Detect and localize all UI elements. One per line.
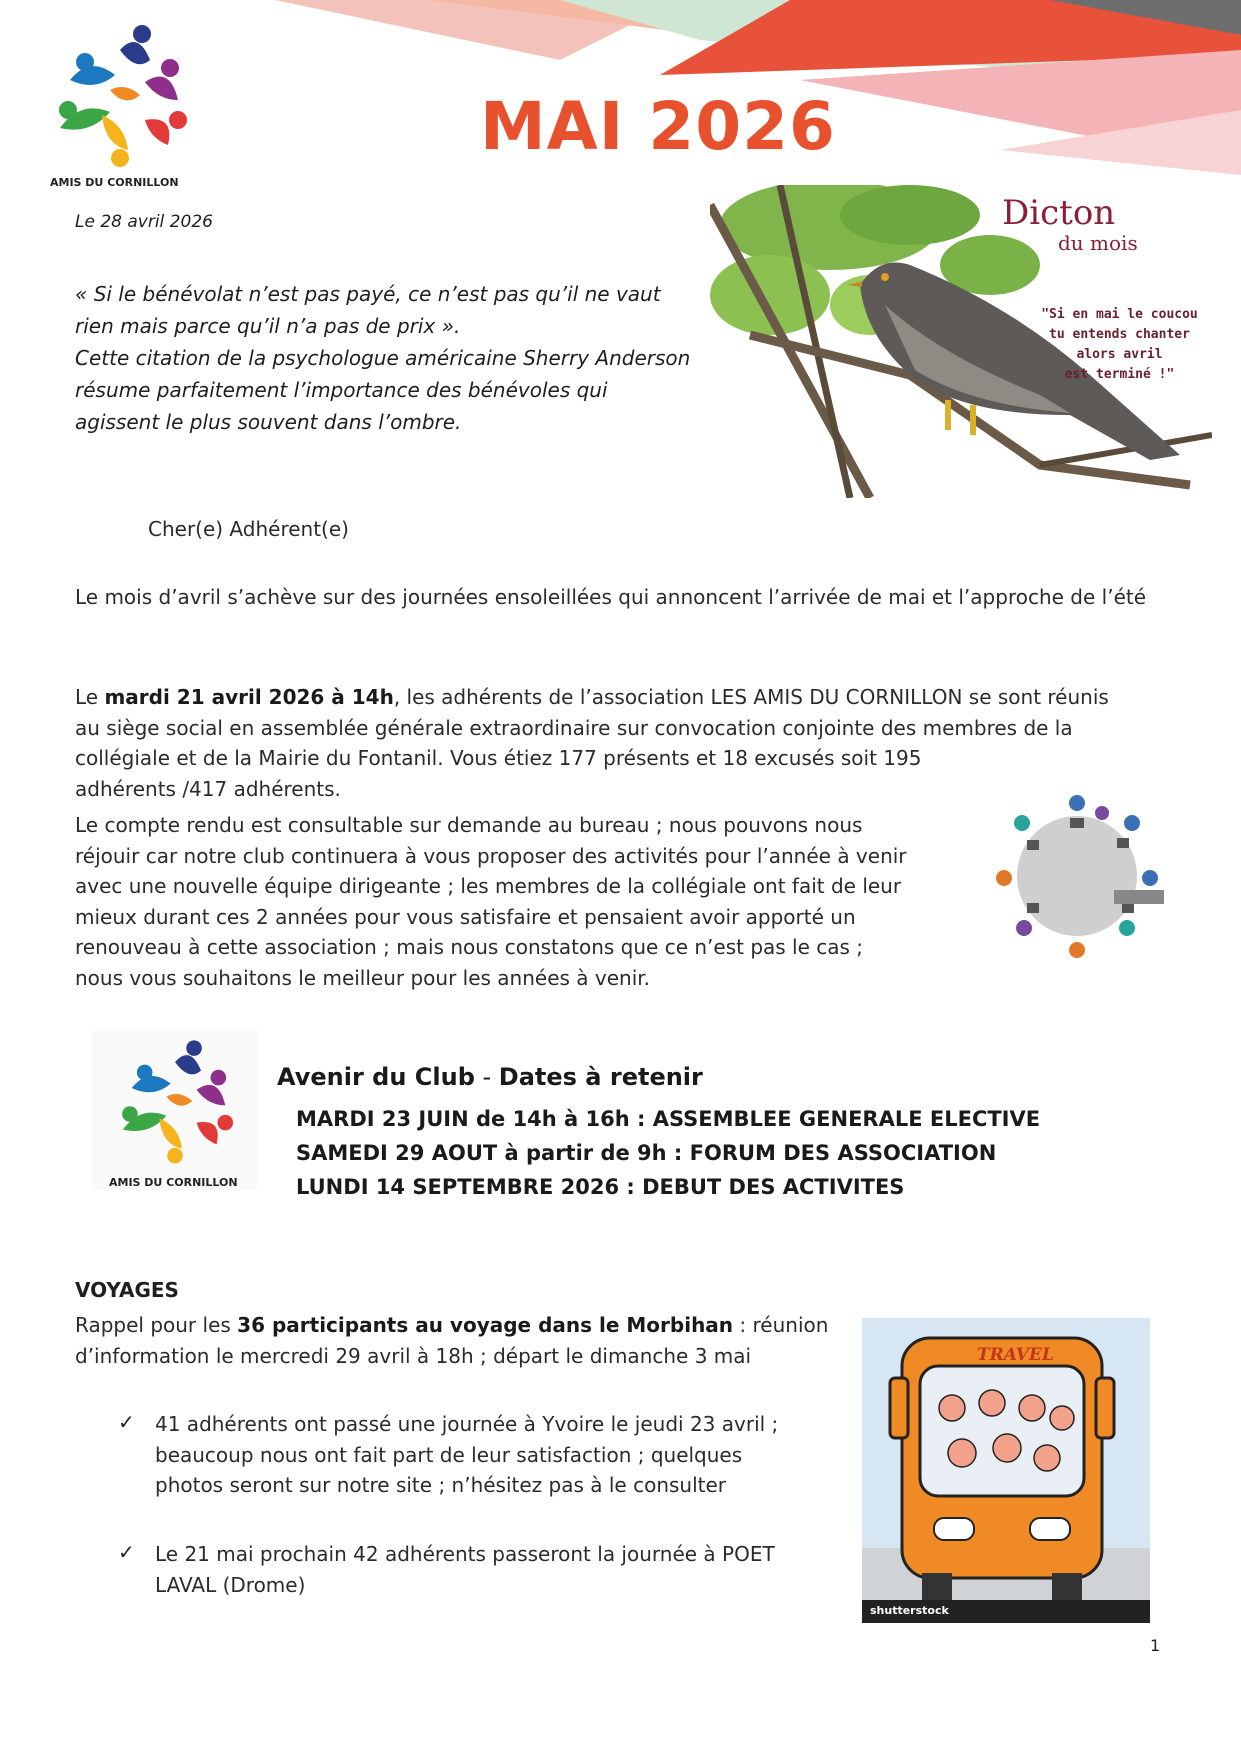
assembly-line: au siège social en assemblée générale extraordinaire sur convocation conjointe des membres de la — [75, 715, 1073, 740]
assembly-line: adhérents /417 adhérents. — [75, 776, 341, 801]
quote-block — [75, 278, 695, 438]
meeting-table-image — [982, 778, 1182, 968]
letter-date: Le 28 avril 2026 — [75, 212, 213, 232]
text-span: : réunion — [733, 1313, 829, 1337]
club-heading-a: Avenir du Club — [277, 1063, 475, 1091]
report-line: réjouir car notre club continuera à vous proposer des activités pour l’année à venir — [75, 843, 907, 868]
bus-sign: TRAVEL — [977, 1345, 1054, 1365]
report-line: avec une nouvelle équipe dirigeante ; les membres de la collégiale ont fait de leur — [75, 874, 902, 898]
heading-separator: - — [474, 1063, 499, 1091]
text-span: Le — [75, 685, 105, 709]
assembly-line — [75, 682, 1185, 713]
report-line: mieux durant ces 2 années pour vous satisfaire et pensaient avoir apporté un — [75, 904, 856, 929]
date-item: LUNDI 14 SEPTEMBRE 2026 : DEBUT DES ACTIVITES — [296, 1175, 905, 1199]
assembly-date: mardi 21 avril 2026 à 14h — [104, 685, 394, 709]
dicton-title: Dicton — [1002, 193, 1116, 233]
voyages-rappel — [75, 1310, 855, 1371]
page-title: MAI 2026 — [480, 88, 836, 165]
dicton-line: tu entends chanter — [1049, 327, 1190, 342]
check-icon: ✓ — [118, 1540, 135, 1564]
paragraph-report — [75, 810, 975, 993]
club-logo-icon — [110, 1036, 240, 1166]
greeting: Cher(e) Adhérent(e) — [148, 517, 349, 541]
logo-caption: AMIS DU CORNILLON — [109, 1176, 238, 1189]
dicton-line: "Si en mai le coucou — [1041, 307, 1198, 322]
dicton-line: alors avril — [1076, 347, 1163, 362]
club-heading — [277, 1063, 703, 1091]
check-icon: ✓ — [118, 1410, 135, 1434]
text-span: , les adhérents de l’association LES AMIS DU CORNILLON se sont réunis — [393, 685, 1109, 709]
logo-caption: AMIS DU CORNILLON — [50, 176, 179, 189]
voyage-item — [155, 1409, 855, 1501]
travel-bus-image — [862, 1318, 1150, 1623]
dicton-photo — [710, 185, 1212, 498]
paragraph-april: Le mois d’avril s’achève sur des journées ensoleillées qui annoncent l’arrivée de mai et l’approche de l’été — [75, 585, 1147, 609]
voyage-line: 41 adhérents ont passé une journée à Yvoire le jeudi 23 avril ; — [155, 1412, 779, 1436]
image-credit: shutterstock — [870, 1604, 949, 1617]
club-logo — [50, 20, 190, 190]
participants-count: 36 participants au voyage dans le Morbihan — [237, 1313, 734, 1337]
rappel-line: d’information le mercredi 29 avril à 18h ; départ le dimanche 3 mai — [75, 1343, 752, 1368]
dicton-text — [1032, 305, 1207, 385]
report-line: renouveau à cette association ; mais nous constatons que ce n’est pas le cas ; — [75, 935, 864, 959]
voyage-line: photos seront sur notre site ; n’hésitez pas à le consulter — [155, 1473, 727, 1497]
voyage-item — [155, 1539, 855, 1600]
report-line: Le compte rendu est consultable sur demande au bureau ; nous pouvons nous — [75, 813, 863, 837]
date-item: SAMEDI 29 AOUT à partir de 9h : FORUM DES ASSOCIATION — [296, 1141, 997, 1165]
club-logo-small — [92, 1030, 257, 1190]
text-span: Rappel pour les — [75, 1313, 238, 1337]
assembly-line: collégiale et de la Mairie du Fontanil. Vous étiez 177 présents et 18 excusés soit 195 — [75, 746, 922, 770]
dicton-subtitle: du mois — [1058, 231, 1138, 255]
club-logo-icon — [50, 20, 190, 170]
voyages-heading: VOYAGES — [75, 1278, 179, 1302]
rappel-line — [75, 1310, 855, 1341]
club-heading-b: Dates à retenir — [498, 1063, 703, 1091]
quote-text: « Si le bénévolat n’est pas payé, ce n’est pas qu’il ne vaut rien mais parce qu’il n’a pas de prix ». — [75, 282, 661, 338]
page-number: 1 — [1150, 1636, 1161, 1655]
quote-comment: Cette citation de la psychologue américaine Sherry Anderson résume parfaitement l’importance des bénévoles qui agissent le plus souvent dans l’ombre. — [75, 346, 691, 434]
date-item: MARDI 23 JUIN de 14h à 16h : ASSEMBLEE GENERALE ELECTIVE — [296, 1107, 1041, 1131]
voyage-line: Le 21 mai prochain 42 adhérents passeront la journée à POET — [155, 1542, 775, 1566]
voyage-line: LAVAL (Drome) — [155, 1572, 306, 1597]
report-line: nous vous souhaitons le meilleur pour les années à venir. — [75, 965, 651, 990]
voyage-line: beaucoup nous ont fait part de leur satisfaction ; quelques — [155, 1442, 743, 1467]
dicton-line: est terminé !" — [1064, 367, 1175, 382]
